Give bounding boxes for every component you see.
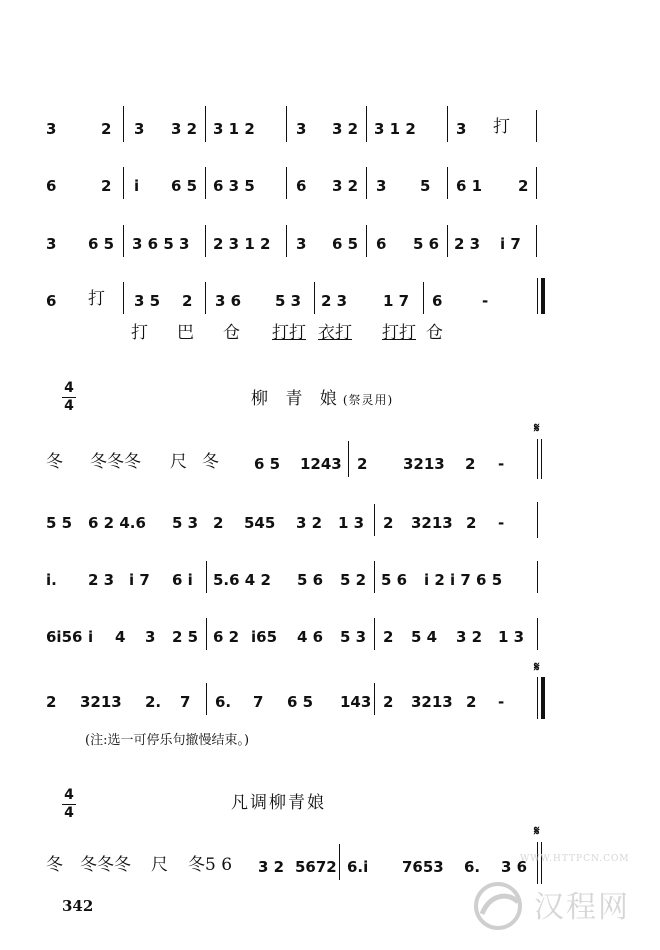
barline [286,225,287,257]
note: 2 [383,693,394,711]
score-row [0,691,660,731]
time-signature [62,381,76,414]
barline [205,225,206,257]
note: 2 5 [172,628,199,646]
note: 5 2 [340,571,367,589]
barline [206,618,207,650]
lyric: 衣打 [318,323,352,343]
note: 3213 [403,455,445,473]
note: 3 2 [258,858,285,876]
note: 2 [182,292,193,310]
note: 2 [466,693,477,711]
score-row [0,118,660,158]
note: 3 [296,235,307,253]
segno-icon: 𝄋 [534,421,540,436]
note: 2 [101,177,112,195]
note: 6. [464,858,481,876]
note: 3 2 [332,120,359,138]
barline [366,106,367,142]
note: 3 2 [332,177,359,195]
note: 5 5 [46,514,73,532]
barline [366,167,367,199]
barline [123,106,124,142]
note: 143 [340,693,372,711]
watermark-logo-icon [470,876,530,936]
barline [423,282,424,314]
note: 5672 [295,858,337,876]
lyric: 冬5 6 [188,855,233,875]
note: 2 [383,514,394,532]
note: 2 [518,177,529,195]
note: 6 3 5 [213,177,255,195]
note: 3 2 [296,514,323,532]
note: 6 5 [254,455,281,473]
barline [447,106,448,142]
barline [536,167,537,199]
note: 5 6 [381,571,408,589]
score-row [0,569,660,609]
note: 2. [145,693,162,711]
barline [537,561,538,593]
note: 6 2 4.6 [88,514,146,532]
barline [314,282,315,314]
score-row [0,175,660,215]
note: 6. [215,693,232,711]
final-barline [541,677,545,719]
note: 3 [145,628,156,646]
time-signature [62,788,76,821]
note: 2 [465,455,476,473]
barline [374,618,375,650]
note: 3 2 [456,628,483,646]
lyric: 打 [493,117,510,137]
lyric: 打 [131,323,148,343]
note: - [498,514,505,532]
barline [205,282,206,314]
barline [206,561,207,593]
note: 6 i [172,571,193,589]
note: 2 [46,693,57,711]
lyric: 尺 [151,855,168,875]
note: 7653 [402,858,444,876]
note: 3 [134,120,145,138]
note: 2 3 [321,292,348,310]
note: 3 5 [134,292,161,310]
lyric: 打打 [382,323,416,343]
watermark-url: WWW.HTTPCN.COM [520,854,630,864]
note: 6.i [347,858,369,876]
note: 1 3 [338,514,365,532]
lyric: 巴 [177,323,194,343]
barline [447,167,448,199]
lyric-row [0,324,660,364]
note: 3 6 [215,292,242,310]
barline [536,225,537,257]
note: 2 3 1 2 [213,235,271,253]
note: 6 [46,292,57,310]
barline [205,106,206,142]
note: 3 1 2 [213,120,255,138]
note: 3 [46,235,57,253]
barline [447,225,448,257]
lyric: 冬 [46,452,63,472]
note: 4 [115,628,126,646]
barline [537,439,538,479]
note: 3 6 [501,858,528,876]
note: 3213 [411,514,453,532]
page-number: 342 [62,897,94,915]
note: 2 [466,514,477,532]
note: 3 1 2 [374,120,416,138]
note: 6 [296,177,307,195]
barline [537,618,538,650]
barline [123,282,124,314]
note: 6 5 [88,235,115,253]
note: 2 3 [454,235,481,253]
note: 545 [244,514,276,532]
lyric: 仓 [426,323,443,343]
barline [537,502,538,538]
lyric: 打打 [272,323,306,343]
note: 2 [213,514,224,532]
note: 3 6 5 3 [132,235,190,253]
note: i. [46,571,57,589]
note: 2 [383,628,394,646]
note: i [88,628,94,646]
note: - [482,292,489,310]
lyric: 冬 [202,452,219,472]
barline [348,441,349,477]
note: 5 4 [411,628,438,646]
note: i [134,177,140,195]
score-row [0,233,660,273]
note: 1243 [300,455,342,473]
barline [205,167,206,199]
note: 6 [376,235,387,253]
note: 3213 [411,693,453,711]
note: 3 [456,120,467,138]
time-signature-bottom: 4 [64,398,74,414]
barline [366,225,367,257]
note: i65 [251,628,278,646]
segno-icon: 𝄋 [534,824,540,839]
score-row [0,512,660,552]
section-title [251,384,393,409]
barline [537,278,538,314]
footnote: (注:选一可停乐句撤慢结束。) [85,733,250,748]
lyric: 冬冬冬 [90,452,141,472]
title-subtitle: (祭灵用) [342,393,394,407]
barline [286,106,287,142]
barline [374,683,375,715]
final-barline [541,278,545,314]
note: 7 [180,693,191,711]
score-row [0,626,660,666]
note: 6 1 [456,177,483,195]
note: 6i56 [46,628,83,646]
barline [374,561,375,593]
note: - [498,455,505,473]
barline [339,844,340,880]
lyric: 冬 [46,855,63,875]
note: 5 6 [297,571,324,589]
note: 7 [253,693,264,711]
note: 2 [101,120,112,138]
time-signature-top: 4 [64,787,74,803]
title-text: 凡调柳青娘 [231,793,326,813]
lyric: 尺 [170,452,187,472]
watermark-logo-text: 汉程网 [534,890,630,925]
note: 2 [357,455,368,473]
note: 3 [376,177,387,195]
score-row [0,453,660,493]
note: 3213 [80,693,122,711]
note: 6 [46,177,57,195]
note: 5 3 [340,628,367,646]
note: i 2 i 7 6 5 [424,571,503,589]
barline [123,167,124,199]
barline [541,439,542,479]
note: 6 5 [332,235,359,253]
section-title [231,788,326,813]
note: - [498,693,505,711]
barline [123,225,124,257]
lyric: 冬冬冬 [80,855,131,875]
note: 5 6 [413,235,440,253]
note: 3 2 [171,120,198,138]
note: 1 7 [383,292,410,310]
note: 5 3 [275,292,302,310]
barline [286,167,287,199]
barline [374,504,375,536]
segno-icon: 𝄋 [534,660,540,675]
note: 4 6 [297,628,324,646]
note: 5 [420,177,431,195]
barline [536,110,537,142]
note: 6 2 [213,628,240,646]
barline [206,683,207,715]
barline [537,677,538,719]
lyric: 仓 [223,323,240,343]
note: 6 [432,292,443,310]
time-signature-top: 4 [64,380,74,396]
note: 6 5 [171,177,198,195]
time-signature-bottom: 4 [64,805,74,821]
title-text: 柳 青 娘 [251,389,343,409]
note: i 7 [500,235,521,253]
note: 2 3 [88,571,115,589]
note: 1 3 [498,628,525,646]
lyric: 打 [88,289,105,309]
note: 5.6 4 2 [213,571,271,589]
note: 6 5 [287,693,314,711]
note: 3 [46,120,57,138]
note: 3 [296,120,307,138]
note: 5 3 [172,514,199,532]
note: i 7 [129,571,150,589]
